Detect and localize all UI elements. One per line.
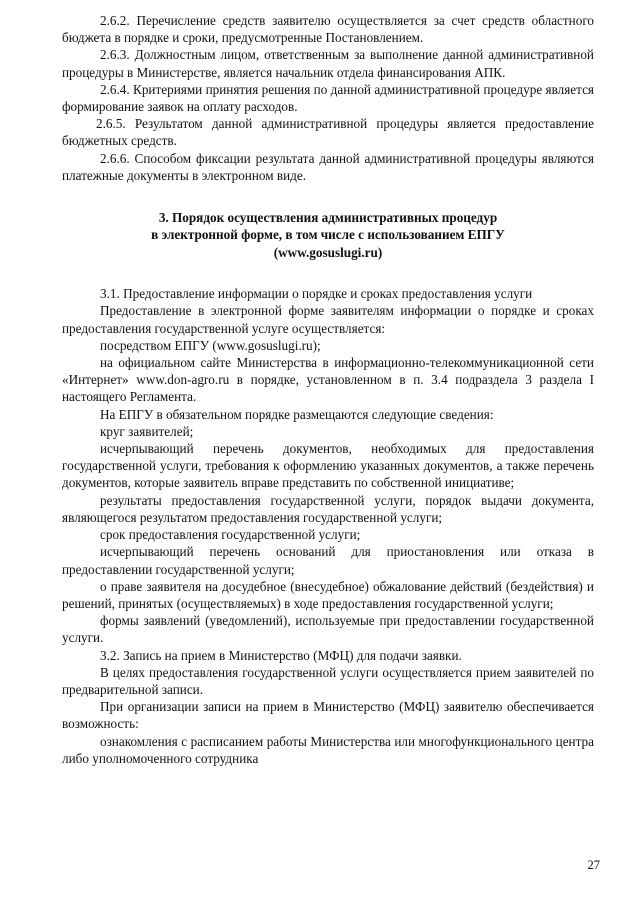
paragraph-official-site: на официальном сайте Министерства в информационно-телекоммуникационной сети «Интернет» www.don-agro.ru в порядке, установленном в п. 3.4 подраздела 3 раздела I настоящего Регламента. bbox=[62, 355, 594, 405]
paragraph-preliminary: В целях предоставления государственной услуги осуществляется прием заявителей по предварительной записи. bbox=[62, 664, 594, 697]
paragraph-2-6-6: 2.6.6. Способом фиксации результата данной административной процедуры являются платежные документы в электронном виде. bbox=[62, 150, 594, 183]
section-heading-line-1: 3. Порядок осуществления административных процедур bbox=[158, 210, 498, 226]
paragraph-schedule: ознакомления с расписанием работы Министерства или многофункционального центра либо уполномоченного сотрудника bbox=[62, 733, 594, 766]
list-item-appeal: о праве заявителя на досудебное (внесудебное) обжалование действий (бездействия) и решений, принятых (осуществляемых) в ходе предоставления государственной услуги; bbox=[62, 578, 594, 611]
paragraph-epgu-info: На ЕПГУ в обязательном порядке размещаются следующие сведения: bbox=[100, 406, 494, 422]
paragraph-3-1: 3.1. Предоставление информации о порядке и сроках предоставления услуги bbox=[100, 286, 533, 302]
page-body bbox=[62, 12, 594, 767]
paragraph-info-intro: Предоставление в электронной форме заявителям информации о порядке и сроках предоставления государственной услуге осуществляется: bbox=[62, 303, 594, 336]
list-item-term: срок предоставления государственной услуги; bbox=[100, 527, 361, 543]
section-heading-line-3: (www.gosuslugi.ru) bbox=[273, 244, 383, 260]
paragraph-2-6-5: 2.6.5. Результатом данной административной процедуры является предоставление бюджетных средств. bbox=[62, 116, 594, 149]
section-heading bbox=[62, 209, 594, 261]
list-item-applicants: круг заявителей; bbox=[100, 423, 194, 439]
list-item-grounds: исчерпывающий перечень оснований для приостановления или отказа в предоставлении государственной услуги; bbox=[62, 544, 594, 577]
page-number: 27 bbox=[587, 858, 600, 872]
list-item-results: результаты предоставления государственной услуги, порядок выдачи документа, являющегося результатом предоставления государственной услуги; bbox=[62, 492, 594, 525]
list-item-forms: формы заявлений (уведомлений), используемые при предоставлении государственной услуги. bbox=[62, 613, 594, 646]
list-item-documents: исчерпывающий перечень документов, необходимых для предоставления государственной услуги, требования к оформлению указанных документов, а также перечень документов, которые заявитель вправе представить по собственной инициативе; bbox=[62, 441, 594, 491]
paragraph-2-6-3: 2.6.3. Должностным лицом, ответственным за выполнение данной административной процедуры в Министерстве, является начальник отдела финансирования АПК. bbox=[62, 47, 594, 80]
paragraph-2-6-4: 2.6.4. Критериями принятия решения по данной административной процедуре является формирование заявок на оплату расходов. bbox=[62, 81, 594, 115]
paragraph-via-epgu: посредством ЕПГУ (www.gosuslugi.ru); bbox=[100, 337, 321, 353]
paragraph-organization: При организации записи на прием в Министерство (МФЦ) заявителю обеспечивается возможность: bbox=[62, 699, 594, 732]
paragraph-2-6-2: 2.6.2. Перечисление средств заявителю осуществляется за счет средств областного бюджета в порядке и сроки, предусмотренные Постановлением. bbox=[62, 13, 594, 46]
section-heading-line-2: в электронной форме, в том числе с использованием ЕПГУ bbox=[151, 227, 505, 243]
paragraph-3-2: 3.2. Запись на прием в Министерство (МФЦ) для подачи заявки. bbox=[100, 647, 462, 663]
